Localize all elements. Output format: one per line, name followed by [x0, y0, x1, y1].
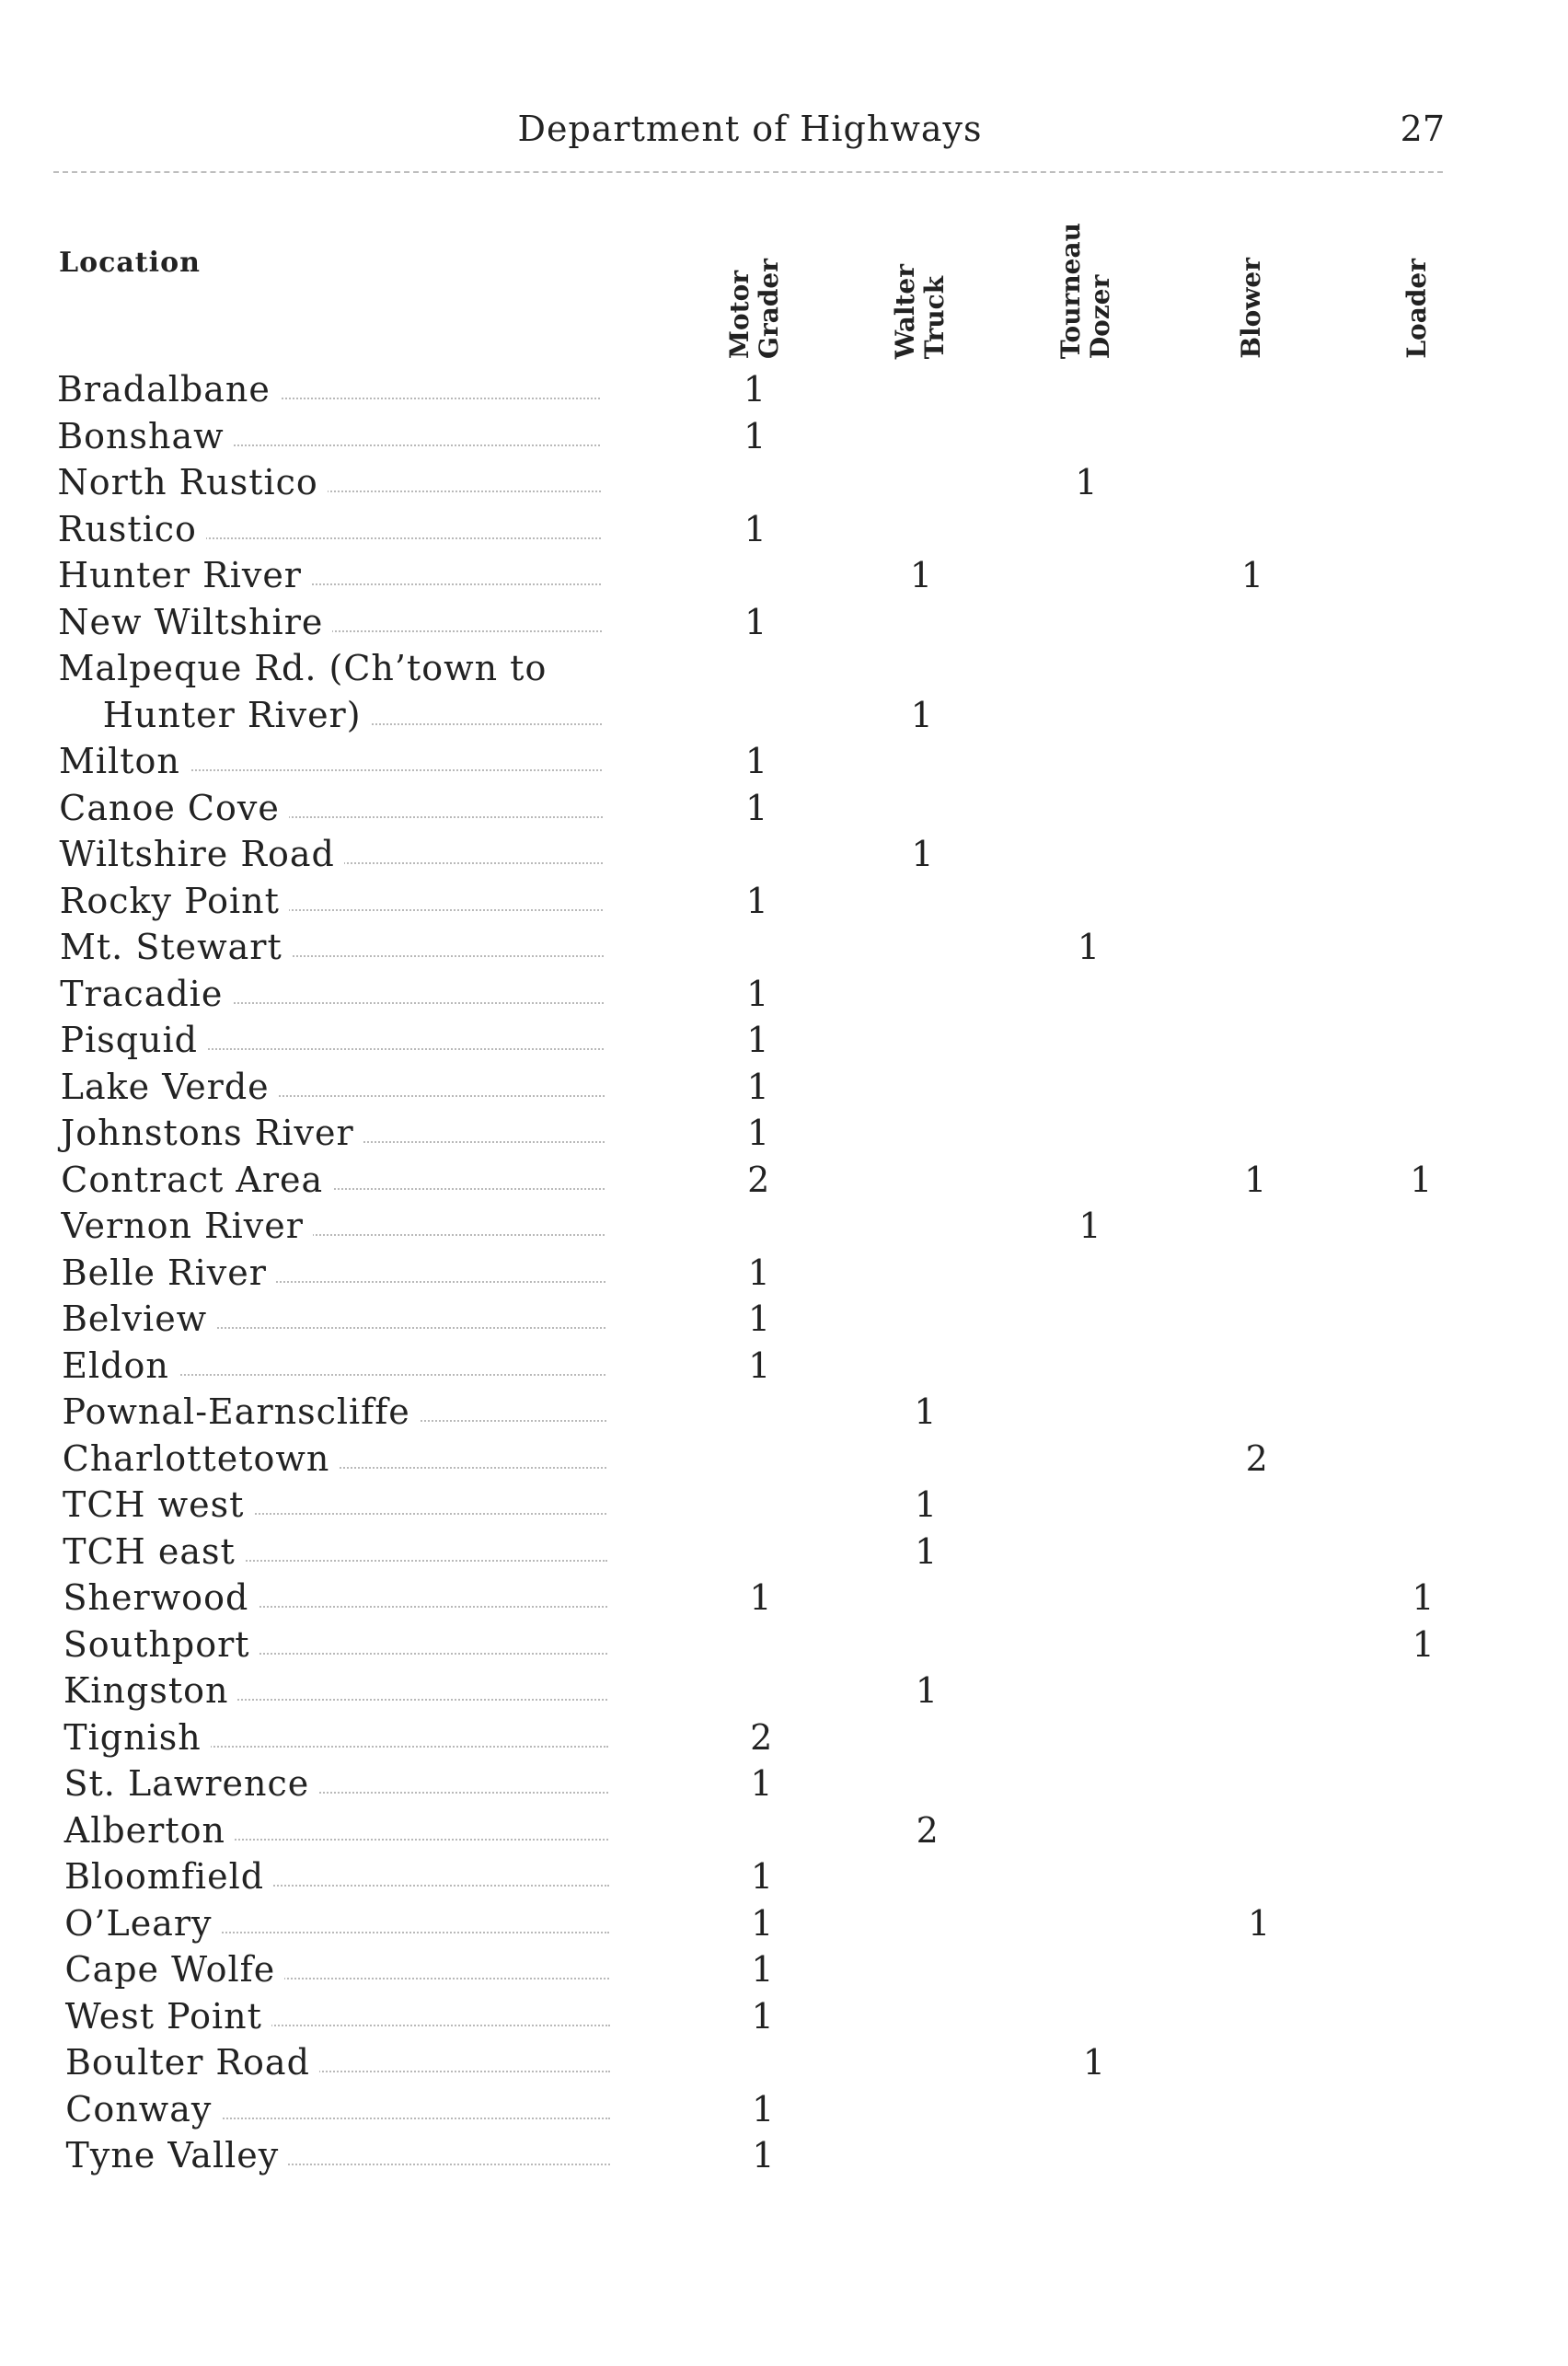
- page-header: [55, 109, 1445, 164]
- table-row: [0, 924, 1568, 970]
- location-column-heading: Location: [59, 247, 201, 279]
- page-title: Department of Highways: [517, 109, 983, 149]
- table-row: [0, 2039, 1568, 2085]
- location-name: Wiltshire Road: [60, 831, 344, 877]
- location-name: Pownal-Earnscliffe: [63, 1389, 420, 1435]
- location-name: Belle River: [62, 1250, 276, 1296]
- table-row: [0, 1853, 1568, 1899]
- location-name: Pisquid: [61, 1017, 208, 1063]
- table-row: [0, 692, 1568, 738]
- location-name: North Rustico: [58, 459, 328, 505]
- location-name: Cape Wolfe: [65, 1946, 285, 1992]
- cell-loader: 1: [1412, 1623, 1435, 1665]
- location-name: Rocky Point: [60, 878, 289, 924]
- cell-motor-grader: 1: [750, 1763, 773, 1804]
- location-name: TCH west: [63, 1482, 253, 1528]
- cell-motor-grader: 2: [750, 1716, 773, 1758]
- location-name: St. Lawrence: [64, 1760, 319, 1806]
- location-name: Hunter River: [58, 552, 311, 598]
- cell-walter-truck: 1: [914, 1391, 937, 1432]
- table-row: [0, 971, 1568, 1017]
- table-row: [0, 1436, 1568, 1482]
- column-header-line: Motor: [724, 270, 755, 359]
- location-name: Eldon: [62, 1343, 179, 1389]
- cell-walter-truck: 2: [916, 1809, 939, 1851]
- cell-tourneau-dozer: 1: [1077, 927, 1101, 967]
- cell-motor-grader: 1: [746, 973, 769, 1014]
- cell-motor-grader: 1: [752, 2135, 775, 2176]
- cell-motor-grader: 1: [751, 1902, 774, 1944]
- location-name: Conway: [65, 2086, 221, 2132]
- table-row: [0, 1064, 1568, 1110]
- location-name: Alberton: [64, 1807, 235, 1853]
- location-name: Bonshaw: [57, 413, 233, 459]
- cell-tourneau-dozer: 1: [1075, 462, 1098, 502]
- table-row: [0, 1760, 1568, 1806]
- cell-motor-grader: 1: [751, 1995, 774, 2037]
- cell-motor-grader: 1: [747, 1298, 771, 1339]
- table-row: [0, 1482, 1568, 1528]
- table-row: [0, 878, 1568, 924]
- location-name: Malpeque Rd. (Ch’town to: [59, 645, 557, 691]
- cell-motor-grader: 1: [749, 1577, 772, 1618]
- table-row: [0, 2132, 1568, 2178]
- column-header-line: Tourneau: [1055, 223, 1086, 360]
- cell-blower: 1: [1248, 1902, 1271, 1944]
- location-name: Contract Area: [61, 1157, 332, 1203]
- column-header-tourneau-dozer: [1056, 223, 1115, 359]
- cell-blower: 1: [1240, 555, 1264, 595]
- location-name: TCH east: [63, 1529, 245, 1575]
- cell-motor-grader: 1: [744, 601, 767, 642]
- table-row: [0, 1714, 1568, 1760]
- table-row: [0, 1017, 1568, 1063]
- cell-walter-truck: 1: [911, 834, 934, 874]
- cell-motor-grader: 1: [748, 1345, 771, 1386]
- table-row: [0, 1807, 1568, 1853]
- cell-motor-grader: 1: [746, 1020, 769, 1060]
- table-row: [0, 1296, 1568, 1342]
- location-name: West Point: [65, 1993, 271, 2039]
- cell-motor-grader: 1: [744, 415, 767, 456]
- table-row: [0, 506, 1568, 552]
- table-row: [0, 1900, 1568, 1946]
- column-header-blower: [1237, 258, 1266, 359]
- cell-walter-truck: 1: [910, 694, 933, 735]
- location-name: Bloomfield: [64, 1853, 273, 1899]
- cell-motor-grader: 1: [751, 1949, 774, 1990]
- table-row: [0, 1157, 1568, 1203]
- cell-walter-truck: 1: [915, 1670, 939, 1711]
- location-name: Mt. Stewart: [60, 924, 292, 970]
- cell-motor-grader: 1: [746, 1113, 770, 1153]
- table-row: [0, 1343, 1568, 1389]
- location-name: O’Leary: [64, 1900, 221, 1946]
- location-name: Tracadie: [60, 971, 232, 1017]
- location-name: Lake Verde: [61, 1064, 279, 1110]
- table-row: [0, 1110, 1568, 1156]
- table-row: [0, 1946, 1568, 1992]
- cell-motor-grader: 1: [744, 508, 767, 549]
- location-name: Vernon River: [62, 1203, 313, 1249]
- cell-motor-grader: 1: [743, 369, 767, 410]
- location-name: Sherwood: [63, 1575, 259, 1621]
- column-header-loader: [1402, 259, 1432, 359]
- location-name: Tignish: [63, 1714, 210, 1760]
- location-name: Boulter Road: [65, 2039, 319, 2085]
- cell-walter-truck: 1: [909, 555, 933, 595]
- cell-blower: 2: [1245, 1437, 1268, 1479]
- location-name: Rustico: [58, 506, 206, 552]
- cell-tourneau-dozer: 1: [1082, 2042, 1106, 2083]
- table-row: [0, 831, 1568, 877]
- location-name: Hunter River): [103, 692, 371, 738]
- column-header-line: Blower: [1236, 258, 1266, 359]
- cell-motor-grader: 1: [745, 880, 768, 921]
- column-header-line: Loader: [1401, 259, 1432, 359]
- cell-walter-truck: 1: [915, 1530, 938, 1572]
- location-name: Charlottetown: [63, 1436, 340, 1482]
- column-header-motor-grader: [725, 259, 784, 359]
- cell-motor-grader: 1: [744, 741, 768, 781]
- column-header-line: Dozer: [1085, 274, 1115, 360]
- cell-loader: 1: [1410, 1159, 1433, 1200]
- cell-motor-grader: 1: [745, 787, 768, 828]
- table-row: [0, 552, 1568, 598]
- table-row: [0, 1622, 1568, 1668]
- cell-walter-truck: 1: [914, 1484, 938, 1525]
- location-name: Southport: [63, 1622, 259, 1668]
- column-header-line: Truck: [919, 275, 950, 360]
- cell-tourneau-dozer: 1: [1078, 1206, 1101, 1246]
- table-row: [0, 413, 1568, 459]
- page-number: 27: [1400, 109, 1445, 149]
- table-row: [0, 366, 1568, 412]
- table-row: [0, 2086, 1568, 2132]
- table-row: [0, 738, 1568, 784]
- cell-loader: 1: [1412, 1577, 1435, 1618]
- location-name: Milton: [59, 738, 190, 784]
- location-name: Kingston: [63, 1668, 237, 1714]
- table-row: [0, 785, 1568, 831]
- location-name: Johnstons River: [61, 1110, 363, 1156]
- cell-motor-grader: 1: [746, 1066, 769, 1107]
- location-name: Tyne Valley: [66, 2132, 289, 2178]
- header-rule: [53, 171, 1443, 173]
- cell-motor-grader: 2: [747, 1159, 770, 1200]
- table-row: [0, 1993, 1568, 2039]
- table-row: [0, 1203, 1568, 1249]
- table-row: [0, 1250, 1568, 1296]
- cell-blower: 1: [1244, 1159, 1267, 1200]
- table-row: [0, 599, 1568, 645]
- table-row: [0, 1389, 1568, 1435]
- cell-motor-grader: 1: [747, 1252, 770, 1293]
- location-name: Bradalbane: [57, 366, 280, 412]
- column-header-walter-truck: [891, 264, 950, 359]
- table-row: [0, 1529, 1568, 1575]
- table-row: [0, 1575, 1568, 1621]
- column-header-line: Walter: [890, 264, 920, 360]
- table-row: [0, 459, 1568, 505]
- table-row: [0, 645, 1568, 691]
- column-header-line: Grader: [754, 259, 784, 359]
- table-row: [0, 1668, 1568, 1714]
- location-name: New Wiltshire: [58, 599, 332, 645]
- cell-motor-grader: 1: [750, 1856, 774, 1897]
- location-name: Belview: [62, 1296, 216, 1342]
- location-name: Canoe Cove: [59, 785, 289, 831]
- cell-motor-grader: 1: [752, 2088, 775, 2129]
